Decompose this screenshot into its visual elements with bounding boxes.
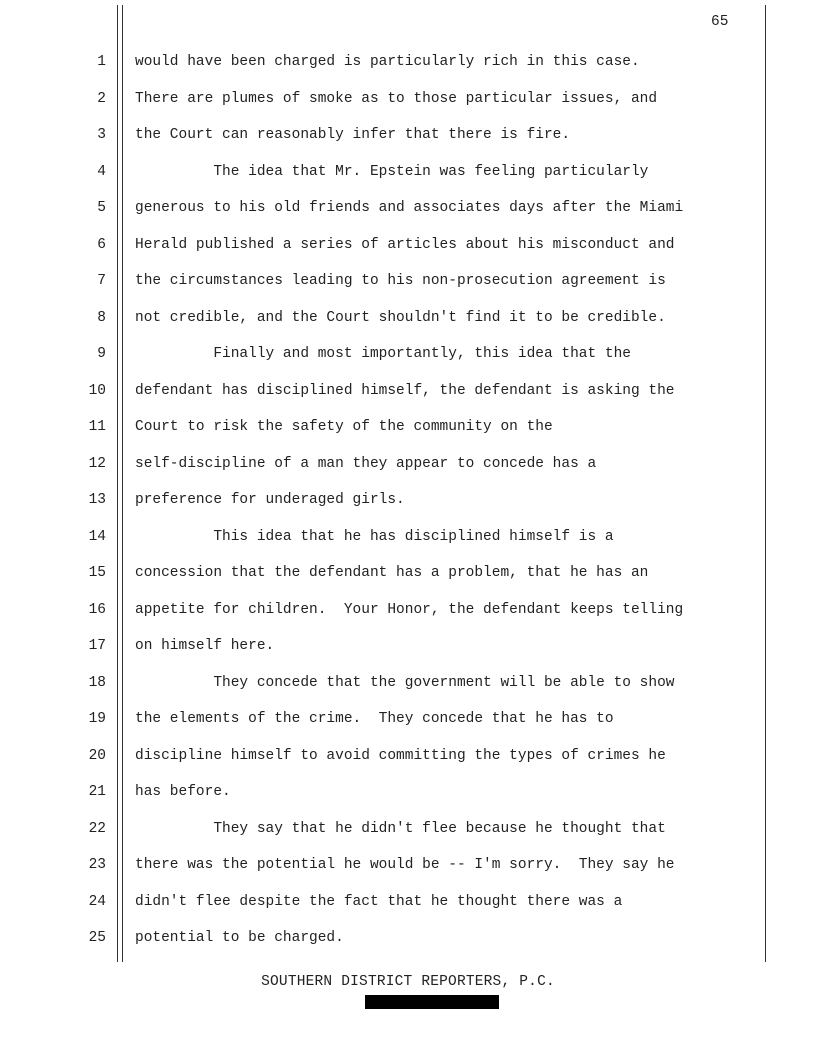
line-text: the elements of the crime. They concede that he has to — [135, 711, 614, 727]
transcript-line — [0, 892, 816, 912]
line-number: 21 — [88, 784, 106, 800]
line-number: 1 — [97, 54, 106, 70]
line-text: potential to be charged. — [135, 930, 344, 946]
transcript-line — [0, 454, 816, 474]
line-number: 13 — [88, 492, 106, 508]
line-text: This idea that he has disciplined himself is a — [135, 528, 614, 545]
transcript-line — [0, 381, 816, 401]
transcript-line — [0, 344, 816, 364]
transcript-line — [0, 709, 816, 729]
line-number: 12 — [88, 455, 106, 472]
transcript-line — [0, 928, 816, 948]
line-number: 22 — [88, 820, 106, 837]
transcript-line — [0, 89, 816, 109]
line-number: 7 — [97, 273, 106, 289]
transcript-line — [0, 490, 816, 510]
transcript-line — [0, 235, 816, 255]
line-text: Finally and most importantly, this idea that the — [135, 346, 631, 362]
line-number: 5 — [97, 200, 106, 216]
line-number: 16 — [88, 601, 106, 618]
line-number: 19 — [88, 711, 106, 727]
line-text: concession that the defendant has a problem, that he has an — [135, 565, 649, 581]
line-number: 14 — [88, 528, 106, 545]
line-number: 4 — [97, 163, 106, 180]
transcript-line — [0, 52, 816, 72]
line-number: 3 — [97, 127, 106, 143]
transcript-line — [0, 673, 816, 693]
line-text: They say that he didn't flee because he thought that — [135, 820, 666, 837]
line-text: would have been charged is particularly rich in this case. — [135, 54, 640, 70]
line-text: defendant has disciplined himself, the defendant is asking the — [135, 382, 675, 399]
line-text: They concede that the government will be able to show — [135, 674, 675, 691]
line-number: 17 — [88, 638, 106, 654]
transcript-line — [0, 563, 816, 583]
reporter-footer: SOUTHERN DISTRICT REPORTERS, P.C. — [261, 974, 555, 990]
transcript-line — [0, 527, 816, 547]
line-text: appetite for children. Your Honor, the defendant keeps telling — [135, 601, 684, 618]
transcript-line — [0, 782, 816, 802]
line-text: there was the potential he would be -- I'm sorry. They say he — [135, 857, 675, 873]
transcript-line — [0, 636, 816, 656]
line-number: 10 — [88, 382, 106, 399]
redaction-bar — [365, 995, 499, 1009]
transcript-line — [0, 855, 816, 875]
line-text: not credible, and the Court shouldn't find it to be credible. — [135, 309, 666, 326]
line-text: has before. — [135, 784, 231, 800]
line-number: 15 — [88, 565, 106, 581]
transcript-line — [0, 162, 816, 182]
transcript-line — [0, 271, 816, 291]
line-text: discipline himself to avoid committing the types of crimes he — [135, 747, 666, 764]
line-number: 23 — [88, 857, 106, 873]
line-text: The idea that Mr. Epstein was feeling particularly — [135, 163, 649, 180]
line-number: 9 — [97, 346, 106, 362]
line-text: the circumstances leading to his non-prosecution agreement is — [135, 273, 666, 289]
line-text: There are plumes of smoke as to those particular issues, and — [135, 90, 658, 107]
line-text: on himself here. — [135, 638, 275, 654]
line-text: self-discipline of a man they appear to concede has a — [135, 455, 597, 472]
transcript-line — [0, 198, 816, 218]
line-text: preference for underaged girls. — [135, 492, 405, 508]
line-number: 2 — [97, 90, 106, 107]
transcript-line — [0, 600, 816, 620]
line-text: didn't flee despite the fact that he thought there was a — [135, 893, 623, 910]
line-text: generous to his old friends and associates days after the Miami — [135, 200, 684, 216]
line-number: 20 — [88, 747, 106, 764]
line-text: Court to risk the safety of the community on the — [135, 419, 553, 435]
line-text: the Court can reasonably infer that there is fire. — [135, 127, 571, 143]
transcript-line — [0, 417, 816, 437]
transcript-line — [0, 819, 816, 839]
transcript-line — [0, 308, 816, 328]
line-number: 18 — [88, 674, 106, 691]
line-number: 25 — [88, 930, 106, 946]
line-text: Herald published a series of articles about his misconduct and — [135, 236, 675, 253]
line-number: 11 — [88, 419, 106, 435]
page-number: 65 — [711, 14, 729, 30]
line-number: 8 — [97, 309, 106, 326]
transcript-line — [0, 746, 816, 766]
line-number: 6 — [97, 236, 106, 253]
transcript-line — [0, 125, 816, 145]
line-number: 24 — [88, 893, 106, 910]
